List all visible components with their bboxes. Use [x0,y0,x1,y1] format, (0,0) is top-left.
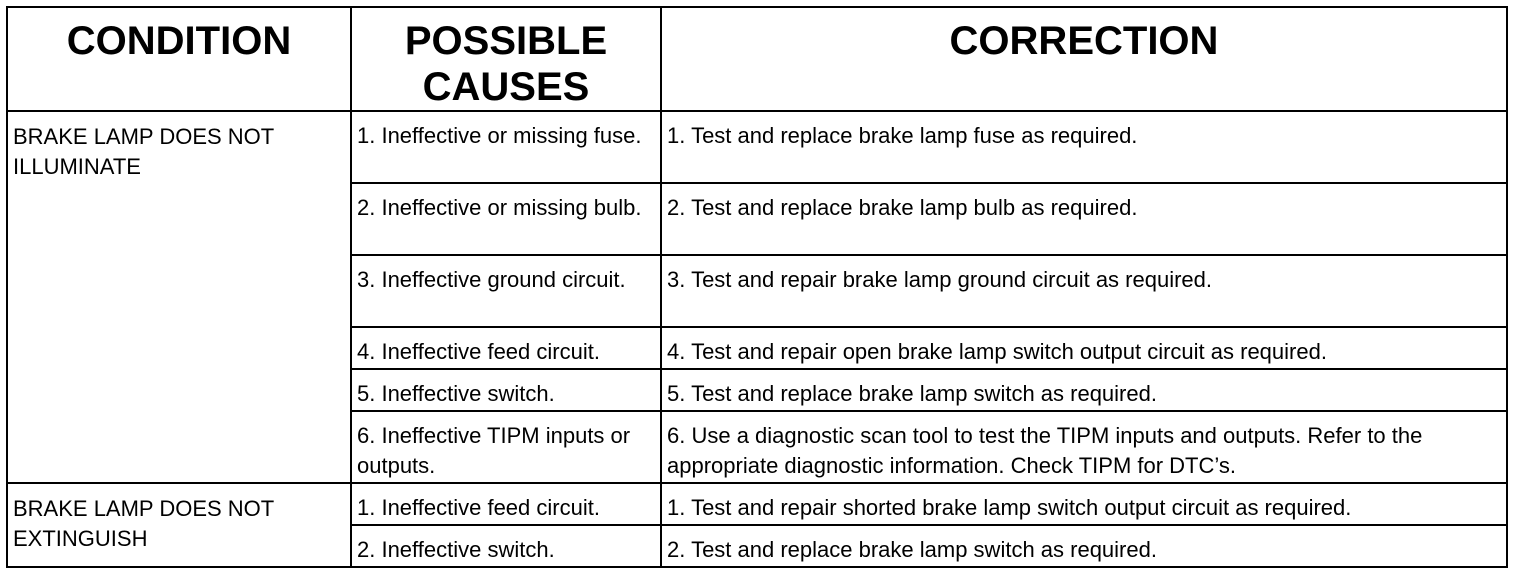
cause-cell: 1. Ineffective or missing fuse. [351,111,661,183]
correction-cell: 6. Use a diagnostic scan tool to test the TIPM inputs and outputs. Refer to the appropriate diagnostic information. Check TIPM for DTC’s. [661,411,1507,483]
table-row [7,111,1507,183]
condition-cell: BRAKE LAMP DOES NOT EXTINGUISH [7,483,351,567]
correction-cell: 3. Test and repair brake lamp ground circuit as required. [661,255,1507,327]
cause-cell: 1. Ineffective feed circuit. [351,483,661,525]
cause-cell: 2. Ineffective switch. [351,525,661,567]
correction-cell: 1. Test and repair shorted brake lamp switch output circuit as required. [661,483,1507,525]
correction-cell: 2. Test and replace brake lamp switch as required. [661,525,1507,567]
cause-cell: 2. Ineffective or missing bulb. [351,183,661,255]
header-correction: CORRECTION [661,7,1507,111]
correction-cell: 1. Test and replace brake lamp fuse as required. [661,111,1507,183]
header-possible-causes [351,7,661,111]
cause-cell: 6. Ineffective TIPM inputs or outputs. [351,411,661,483]
table-row [7,483,1507,525]
cause-cell: 5. Ineffective switch. [351,369,661,411]
diagnosis-table [6,6,1508,568]
correction-cell: 2. Test and replace brake lamp bulb as required. [661,183,1507,255]
correction-cell: 5. Test and replace brake lamp switch as required. [661,369,1507,411]
cause-cell: 4. Ineffective feed circuit. [351,327,661,369]
correction-cell: 4. Test and repair open brake lamp switch output circuit as required. [661,327,1507,369]
header-condition: CONDITION [7,7,351,111]
header-row [7,7,1507,111]
cause-cell: 3. Ineffective ground circuit. [351,255,661,327]
condition-cell: BRAKE LAMP DOES NOT ILLUMINATE [7,111,351,483]
header-possible-causes-label: POSSIBLE CAUSES [404,19,608,109]
